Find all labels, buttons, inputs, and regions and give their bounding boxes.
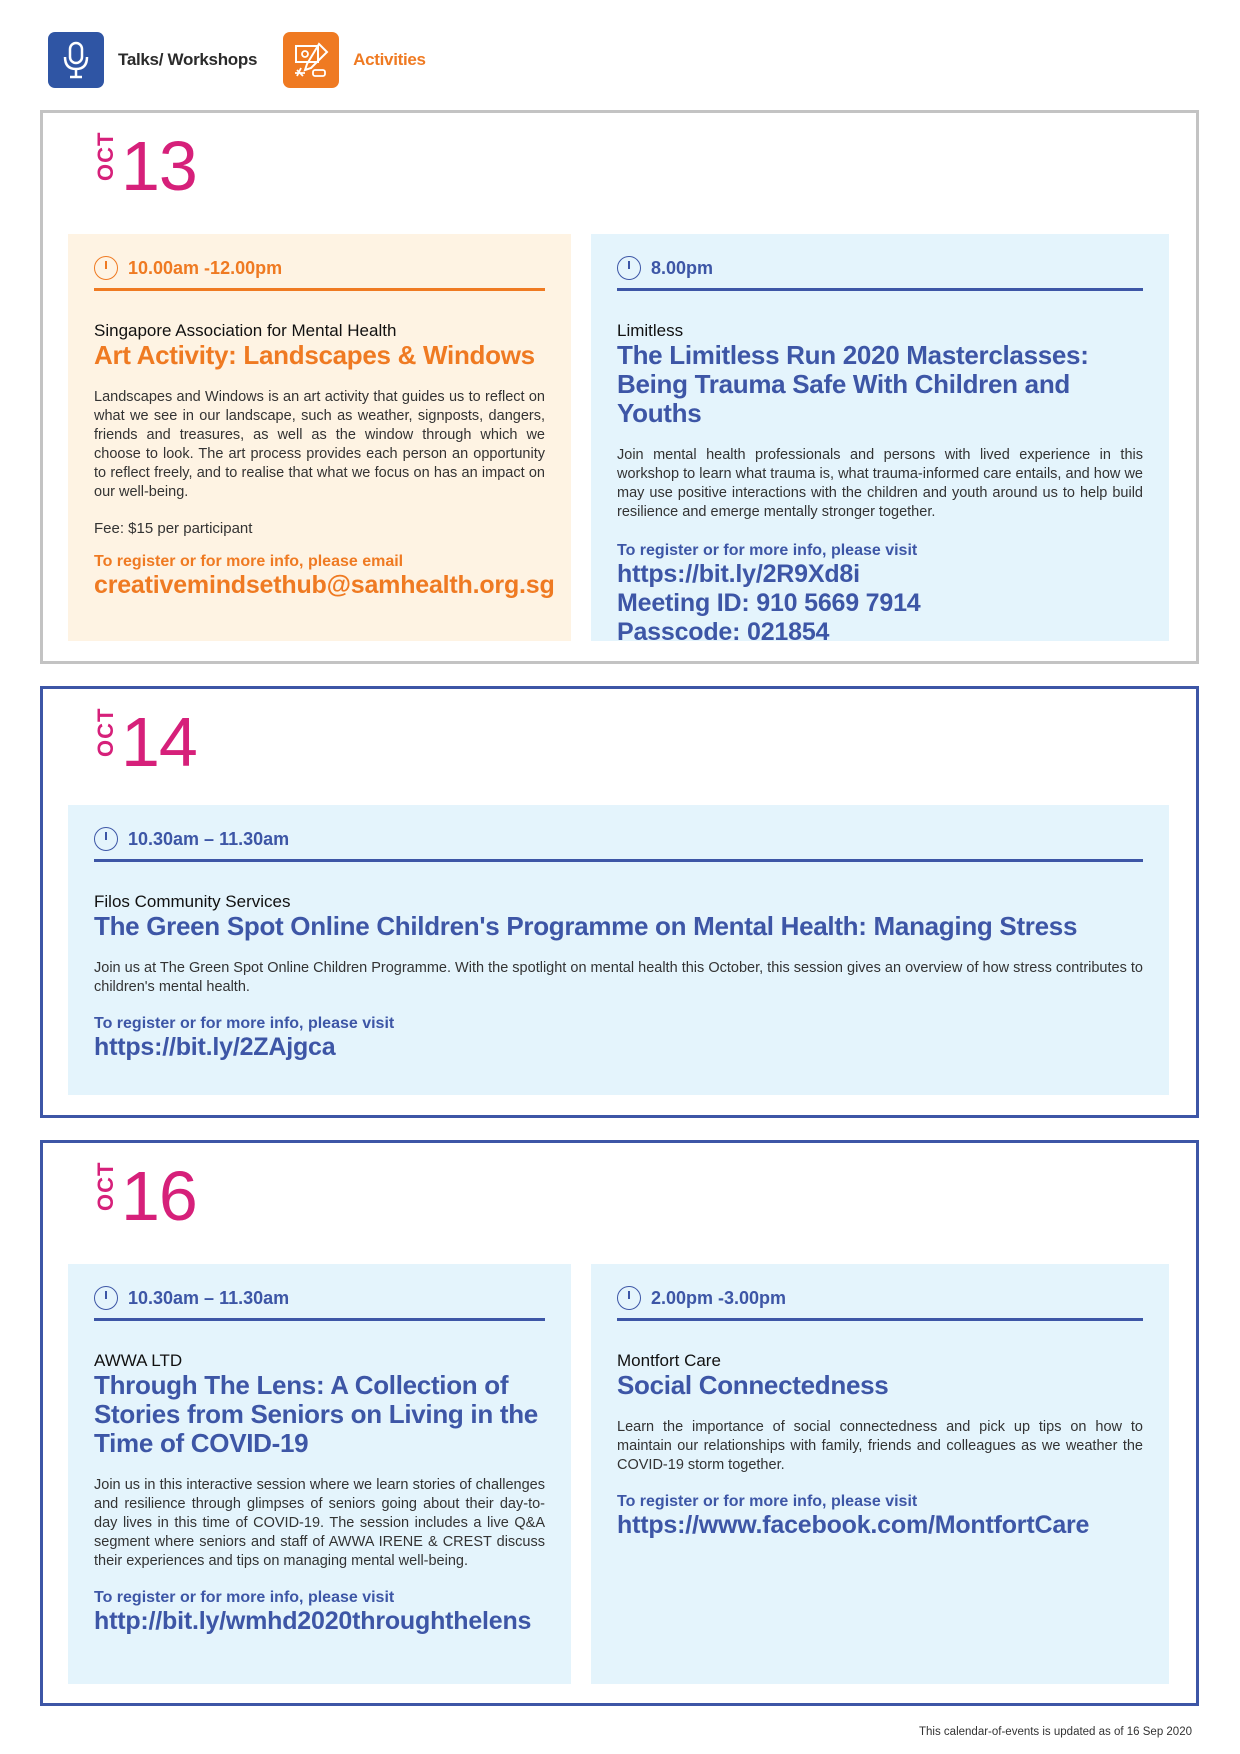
event-description: Join mental health professionals and persons with lived experience in this workshop to learn what trauma is, what trauma-informed care entails, and how we may use positive interactions with the children and youth around us to help build resilience and emerge mentally stronger together. [617,447,1143,520]
passcode: Passcode: 021854 [617,618,830,646]
clock-icon [94,1286,118,1310]
event-time: 8.00pm [651,257,714,278]
event-title: The Limitless Run 2020 Masterclasses: Being Trauma Safe With Children and Youths [617,340,1089,428]
event-title: Art Activity: Landscapes & Windows [94,340,535,370]
event-card [591,234,1169,646]
month-label: OCT [93,707,118,757]
day-number: 13 [121,127,197,205]
time-bar [94,1286,545,1321]
event-card [591,1264,1169,1684]
event-title: Social Connectedness [617,1370,889,1400]
month-label: OCT [93,131,118,181]
event-description: Landscapes and Windows is an art activity that guides us to reflect on what we see in our landscape, such as weather, signposts, dangers, friends and treasures, as well as the window through which we choose to look. The art process provides each person an opportunity to reflect freely, and to realise that what we focus on has an impact on our well-being. [94,389,545,500]
microphone-icon [48,32,104,88]
legend-activities [283,32,426,88]
event-description: Learn the importance of social connectedness and pick up tips on how to maintain our relationships with family, friends and colleagues as we weather the COVID-19 storm together. [617,1419,1143,1473]
clock-icon [94,256,118,280]
art-palette-icon [283,32,339,88]
event-time: 2.00pm -3.00pm [651,1287,787,1308]
time-bar [94,256,545,291]
day-block-oct-14 [40,686,1199,1118]
legend [48,32,452,88]
event-fee: Fee: $15 per participant [94,520,253,537]
event-organizer: Singapore Association for Mental Health [94,321,397,340]
event-card [68,234,571,641]
event-card [68,805,1169,1095]
time-bar [617,256,1143,291]
event-time: 10.30am – 11.30am [128,828,290,849]
time-bar [617,1286,1143,1321]
event-organizer: Montfort Care [617,1351,721,1370]
register-url-link[interactable]: http://bit.ly/wmhd2020throughthelens [94,1607,532,1635]
event-time: 10.00am -12.00pm [128,257,283,278]
event-description: Join us in this interactive session where we learn stories of challenges and resilience through glimpses of seniors going about their day-to-day lives in this time of COVID-19. The session includes a live Q&A segment where seniors and staff of AWWA IRENE & CREST discuss their experiences and tips on managing mental well-being. [94,1477,545,1569]
clock-icon [617,1286,641,1310]
register-url-link[interactable]: https://bit.ly/2ZAjgca [94,1033,336,1061]
legend-talks [48,32,257,88]
event-title: Through The Lens: A Collection of Stories from Seniors on Living in the Time of COVID-19 [94,1370,538,1458]
time-bar [94,827,1143,862]
event-title: The Green Spot Online Children's Programme on Mental Health: Managing Stress [94,911,1078,941]
register-prompt: To register or for more info, please visit [94,1015,395,1032]
meeting-id: Meeting ID: 910 5669 7914 [617,589,921,617]
register-url-link[interactable]: https://www.facebook.com/MontfortCare [617,1511,1090,1539]
event-time: 10.30am – 11.30am [128,1287,290,1308]
day-number: 14 [121,703,197,781]
register-email-link[interactable]: creativemindsethub@samhealth.org.sg [94,571,555,599]
event-card [68,1264,571,1684]
clock-icon [617,256,641,280]
legend-talks-label: Talks/ Workshops [118,50,258,69]
day-block-oct-13 [40,110,1199,664]
register-prompt: To register or for more info, please visit [617,1493,918,1510]
event-organizer: AWWA LTD [94,1351,183,1370]
register-prompt: To register or for more info, please email [94,553,404,570]
footer-note: This calendar-of-events is updated as of 16 Sep 2020 [919,1726,1192,1738]
event-organizer: Filos Community Services [94,892,291,911]
month-label: OCT [93,1161,118,1211]
register-url-link[interactable]: https://bit.ly/2R9Xd8i [617,560,860,588]
event-organizer: Limitless [617,321,684,340]
clock-icon [94,827,118,851]
register-prompt: To register or for more info, please visit [94,1589,395,1606]
legend-activities-label: Activities [353,50,426,69]
day-number: 16 [121,1157,197,1235]
day-block-oct-16 [40,1140,1199,1706]
register-prompt: To register or for more info, please visit [617,542,918,559]
event-description: Join us at The Green Spot Online Children Programme. With the spotlight on mental health this October, this session gives an overview of how stress contributes to children's mental health. [94,960,1143,995]
